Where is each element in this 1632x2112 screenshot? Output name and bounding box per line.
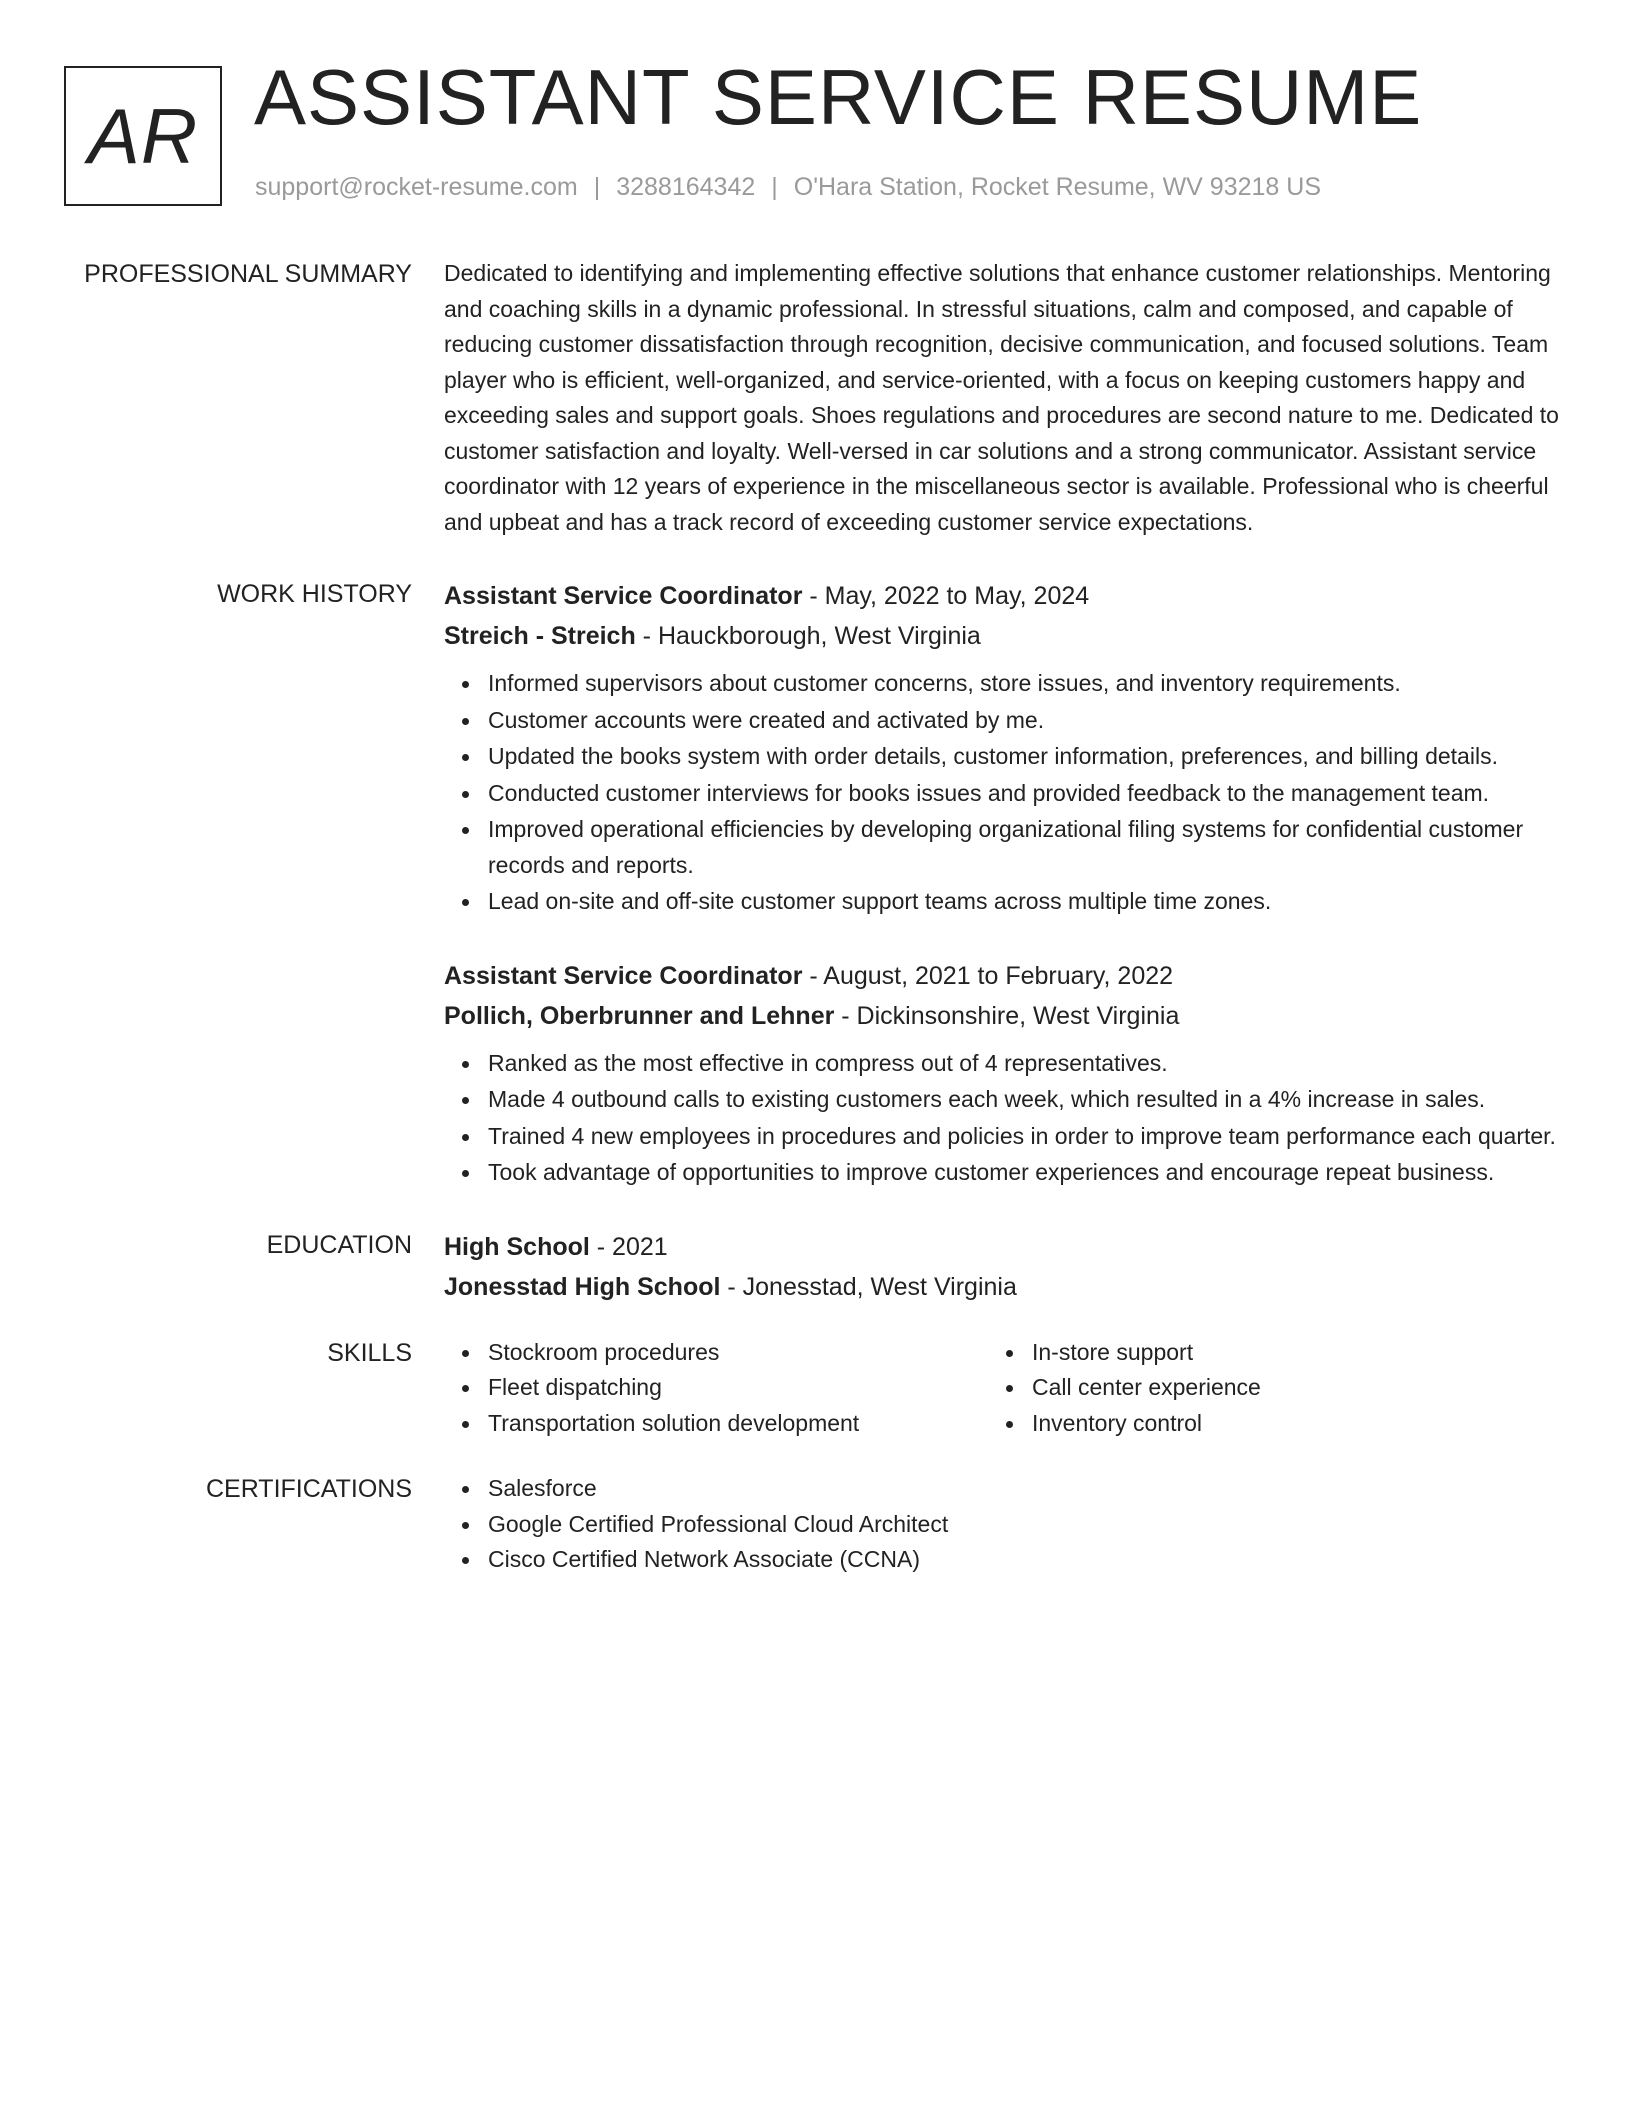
job-bullets [444, 1046, 1560, 1191]
job-location: - Hauckborough, West Virginia [635, 622, 981, 650]
job-location: - Dickinsonshire, West Virginia [834, 1001, 1180, 1030]
contact-address: O'Hara Station, Rocket Resume, WV 93218 US [793, 173, 1321, 201]
education-school: Jonesstad High School [444, 1272, 721, 1301]
skills-body [444, 1335, 1560, 1442]
job-role: Assistant Service Coordinator [444, 582, 803, 610]
job-company-line [444, 616, 1560, 656]
section-title-certifications: CERTIFICATIONS [205, 1475, 412, 1503]
work-history-body [444, 576, 1560, 1227]
contact-separator: | [593, 173, 601, 201]
list-item: Salesforce [488, 1471, 1560, 1507]
section-title-work-history: WORK HISTORY [217, 580, 412, 608]
list-item: Fleet dispatching [488, 1370, 988, 1406]
skills-section [0, 1335, 1632, 1442]
list-item: In-store support [1032, 1335, 1532, 1371]
resume-title: ASSISTANT SERVICE RESUME [254, 53, 1423, 141]
education-degree: High School [444, 1232, 590, 1261]
job-company-line [444, 996, 1560, 1036]
summary-text: Dedicated to identifying and implementing effective solutions that enhance customer relationships. Mentoring and coaching skills in a dynamic professional. In stressful situations, calm and composed, and capable of reducing customer dissatisfaction through recognition, decisive communication, and focused solutions. Team player who is efficient, well-organized, and service-oriented, with a focus on keeping customers happy and exceeding sales and support goals. Shoes regulations and procedures are second nature to me. Dedicated to customer satisfaction and loyalty. Well-versed in car solutions and a strong communicator. Assistant service coordinator with 12 years of experience in the miscellaneous sector is available. Professional who is cheerful and upbeat and has a track record of exceeding customer service expectations. [444, 260, 1559, 535]
skills-grid [444, 1335, 1560, 1442]
resume-content [0, 256, 1632, 1578]
certifications-body [444, 1471, 1560, 1578]
job-dates: - May, 2022 to May, 2024 [802, 582, 1090, 610]
list-item: Ranked as the most effective in compress out of 4 representatives. [488, 1046, 1560, 1082]
skills-column [444, 1335, 988, 1442]
job-role: Assistant Service Coordinator [444, 961, 803, 990]
section-title-education: EDUCATION [266, 1230, 412, 1259]
list-item: Google Certified Professional Cloud Architect [488, 1507, 1560, 1543]
contact-phone: 3288164342 [616, 173, 756, 201]
list-item: Lead on-site and off-site customer support teams across multiple time zones. [488, 884, 1560, 920]
list-item: Conducted customer interviews for books issues and provided feedback to the management team. [488, 776, 1560, 812]
contact-line [255, 173, 1321, 202]
certifications-section [0, 1471, 1632, 1578]
list-item: Made 4 outbound calls to existing customers each week, which resulted in a 4% increase in sales. [488, 1082, 1560, 1118]
list-item: Cisco Certified Network Associate (CCNA) [488, 1542, 1560, 1578]
job-role-line [444, 576, 1560, 616]
job-dates: - August, 2021 to February, 2022 [802, 961, 1174, 990]
section-title-skills: SKILLS [327, 1338, 412, 1367]
education-body [444, 1227, 1560, 1307]
list-item: Trained 4 new employees in procedures and policies in order to improve team performance each quarter. [488, 1119, 1560, 1155]
education-year: - 2021 [589, 1232, 668, 1261]
list-item: Updated the books system with order details, customer information, preferences, and billing details. [488, 739, 1560, 775]
job-bullets [444, 666, 1560, 920]
job-company: Pollich, Oberbrunner and Lehner [444, 1001, 835, 1030]
job-entry [444, 956, 1560, 1191]
work-history-section [0, 576, 1632, 1227]
list-item: Improved operational efficiencies by developing organizational filing systems for confidential customer records and reports. [488, 812, 1560, 883]
summary-section [0, 256, 1632, 540]
list-item: Stockroom procedures [488, 1335, 988, 1371]
job-entry [444, 576, 1560, 920]
contact-separator: | [771, 173, 778, 201]
list-item: Inventory control [1032, 1406, 1532, 1442]
education-location: - Jonesstad, West Virginia [720, 1272, 1017, 1301]
education-section [0, 1227, 1632, 1307]
list-item: Transportation solution development [488, 1406, 988, 1442]
list-item: Call center experience [1032, 1370, 1532, 1406]
contact-email: support@rocket-resume.com [255, 173, 578, 201]
monogram-logo: AR [64, 66, 222, 206]
certifications-list [444, 1471, 1560, 1578]
list-item: Took advantage of opportunities to improve customer experiences and encourage repeat business. [488, 1155, 1560, 1191]
section-title-summary: PROFESSIONAL SUMMARY [84, 260, 412, 288]
job-company: Streich - Streich [444, 622, 636, 650]
job-role-line [444, 956, 1560, 996]
education-degree-line [444, 1227, 1560, 1267]
education-school-line [444, 1267, 1560, 1307]
list-item: Customer accounts were created and activated by me. [488, 703, 1560, 739]
skills-column [988, 1335, 1532, 1442]
list-item: Informed supervisors about customer concerns, store issues, and inventory requirements. [488, 666, 1560, 702]
